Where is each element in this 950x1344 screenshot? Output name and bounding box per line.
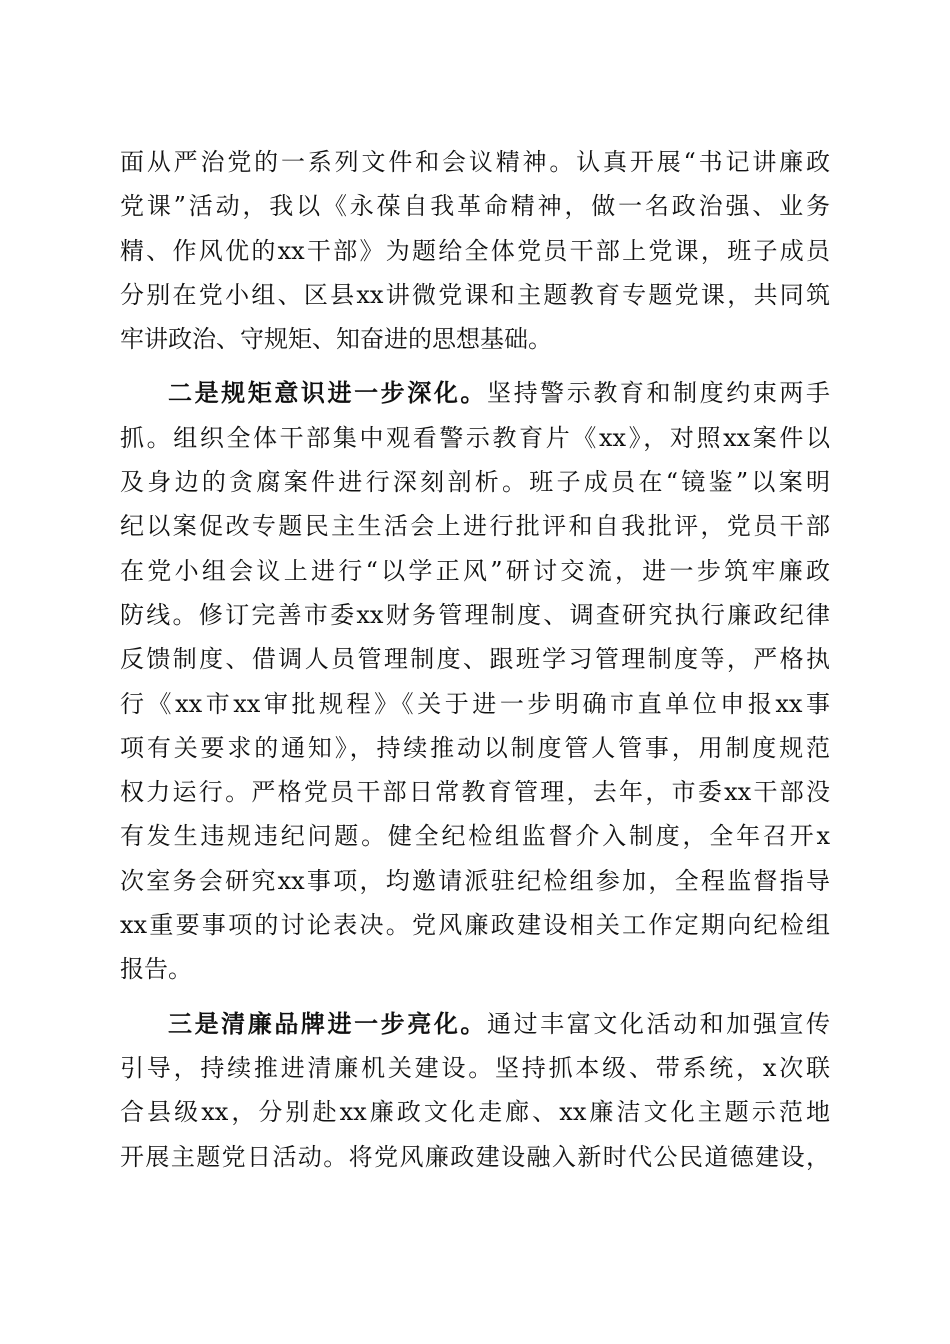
paragraph-2 <box>120 371 830 991</box>
paragraph-3 <box>120 1002 830 1179</box>
text-line: 精、作风优的xx干部》为题给全体党员干部上党课，班子成员 <box>120 236 830 265</box>
text-line: 及身边的贪腐案件进行深刻剖析。班子成员在“镜鉴”以案明 <box>120 468 830 497</box>
text-line: 面从严治党的一系列文件和会议精神。认真开展“书记讲廉政 <box>120 148 830 176</box>
text-line: 有发生违规违纪问题。健全纪检组监督介入制度，全年召开x <box>120 822 830 851</box>
text-line: 分别在党小组、区县xx讲微党课和主题教育专题党课，共同筑 <box>120 280 830 309</box>
text-line: 党课”活动，我以《永葆自我革命精神，做一名政治强、业务 <box>120 192 830 221</box>
text-line: 反馈制度、借调人员管理制度、跟班学习管理制度等，严格执 <box>120 645 830 674</box>
paragraph-first-text: 坚持警示教育和制度约束两手 <box>487 379 830 408</box>
text-line: 引导，持续推进清廉机关建设。坚持抓本级、带系统，x次联 <box>120 1053 830 1082</box>
paragraph-lead: 三是清廉品牌进一步亮化。 <box>168 1008 487 1038</box>
text-line: xx重要事项的讨论表决。党风廉政建设相关工作定期向纪检组 <box>120 911 830 940</box>
text-line: 防线。修订完善市委xx财务管理制度、调查研究执行廉政纪律 <box>120 600 830 629</box>
text-line-first <box>120 1002 830 1046</box>
text-line: 开展主题党日活动。将党风廉政建设融入新时代公民道德建设， <box>120 1142 830 1171</box>
text-line: 纪以案促改专题民主生活会上进行批评和自我批评，党员干部 <box>120 512 830 541</box>
text-line: 抓。组织全体干部集中观看警示教育片《xx》，对照xx案件以 <box>120 423 830 452</box>
text-line: 权力运行。严格党员干部日常教育管理，去年，市委xx干部没 <box>120 778 830 807</box>
paragraph-first-text: 通过丰富文化活动和加强宣传 <box>487 1009 830 1038</box>
text-line-first <box>120 371 830 415</box>
paragraph-lead: 二是规矩意识进一步深化。 <box>168 378 487 408</box>
text-line: 次室务会研究xx事项，均邀请派驻纪检组参加，全程监督指导 <box>120 866 830 895</box>
text-line: 报告。 <box>120 955 192 984</box>
document-body <box>120 140 830 1179</box>
text-line: 项有关要求的通知》，持续推动以制度管人管事，用制度规范 <box>120 733 830 762</box>
text-line: 在党小组会议上进行“以学正风”研讨交流，进一步筑牢廉政 <box>120 556 830 585</box>
text-line: 牢讲政治、守规矩、知奋进的思想基础。 <box>120 325 552 354</box>
paragraph-1 <box>120 140 830 361</box>
text-line: 行《xx市xx审批规程》《关于进一步明确市直单位申报xx事 <box>120 689 830 718</box>
text-line: 合县级xx，分别赴xx廉政文化走廊、xx廉洁文化主题示范地 <box>120 1098 830 1127</box>
